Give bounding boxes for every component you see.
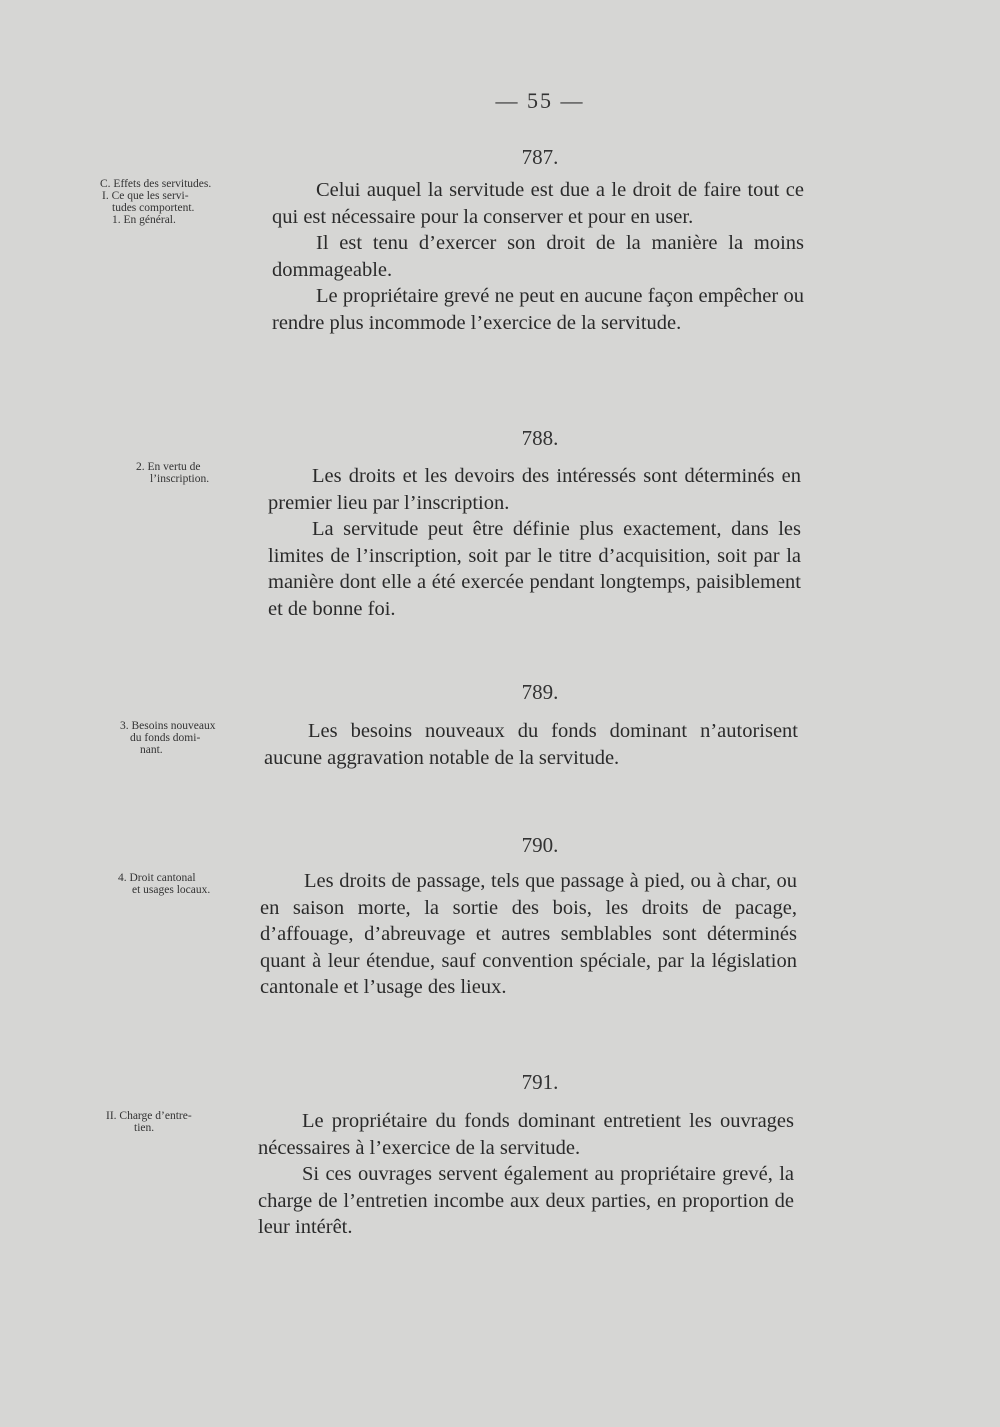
margin-note-line: 2. En vertu de xyxy=(136,461,201,473)
article-number: 787. xyxy=(521,145,559,169)
paragraph: Les droits et les devoirs des intéressés sont déterminés en premier lieu par l’inscription. xyxy=(268,465,801,514)
margin-note-line: l’inscription. xyxy=(150,473,210,485)
article-number: 789. xyxy=(521,680,559,704)
margin-note-line: et usages locaux. xyxy=(132,884,211,896)
paragraph: Le propriétaire du fonds dominant entretient les ouvrages nécessaires à l’exercice de la servitude. xyxy=(258,1110,794,1159)
paragraph: Le propriétaire grevé ne peut en aucune façon empêcher ou rendre plus incommode l’exercice de la servitude. xyxy=(272,285,804,334)
margin-note-line: 3. Besoins nouveaux xyxy=(120,720,216,732)
margin-note xyxy=(106,1110,266,1134)
paragraph: La servitude peut être définie plus exactement, dans les limites de l’inscription, soit par le titre d’acquisition, soit par la manière dont elle a été exercée pendant longtemps, paisiblement et de bonne foi. xyxy=(268,518,801,620)
margin-note-line: 4. Droit cantonal xyxy=(118,872,196,884)
article-body xyxy=(260,868,797,1001)
paragraph: Les droits de passage, tels que passage à pied, ou à char, ou en saison morte, la sortie des bois, les droits de pacage, d’affouage, d’abreuvage et autres semblables sont déterminés quant à leur étendue, sauf convention spéciale, par la législation cantonale et l’usage des lieux. xyxy=(260,870,797,998)
margin-note xyxy=(120,720,280,756)
margin-note-line: du fonds domi- xyxy=(130,732,201,744)
margin-note xyxy=(100,178,260,226)
margin-note-line: II. Charge d’entre- xyxy=(106,1110,192,1122)
paragraph: Celui auquel la servitude est due a le droit de faire tout ce qui est nécessaire pour la conserver et pour en user. xyxy=(272,179,804,228)
margin-note-line: tudes comportent. xyxy=(112,202,195,214)
margin-note-line: I. Ce que les servi- xyxy=(102,190,189,202)
paragraph: Les besoins nouveaux du fonds dominant n’autorisent aucune aggravation notable de la servitude. xyxy=(264,720,798,769)
article-body xyxy=(258,1108,794,1241)
margin-note-line: nant. xyxy=(140,744,163,756)
page-number: — 55 — xyxy=(495,88,585,113)
article-number: 790. xyxy=(521,833,559,857)
article-body xyxy=(264,718,798,771)
article-body xyxy=(272,177,804,336)
article-number: 788. xyxy=(521,426,559,450)
article-number: 791. xyxy=(521,1070,559,1094)
margin-note-line: C. Effets des servitudes. xyxy=(100,178,212,190)
article-body xyxy=(268,463,801,622)
paragraph: Si ces ouvrages servent également au propriétaire grevé, la charge de l’entretien incombe aux deux parties, en proportion de leur intérêt. xyxy=(258,1163,794,1238)
margin-note xyxy=(118,872,278,896)
margin-note xyxy=(118,461,278,485)
paragraph: Il est tenu d’exercer son droit de la manière la moins dommageable. xyxy=(272,232,804,281)
margin-note-line: tien. xyxy=(134,1122,155,1134)
margin-note-line: 1. En général. xyxy=(112,214,176,226)
